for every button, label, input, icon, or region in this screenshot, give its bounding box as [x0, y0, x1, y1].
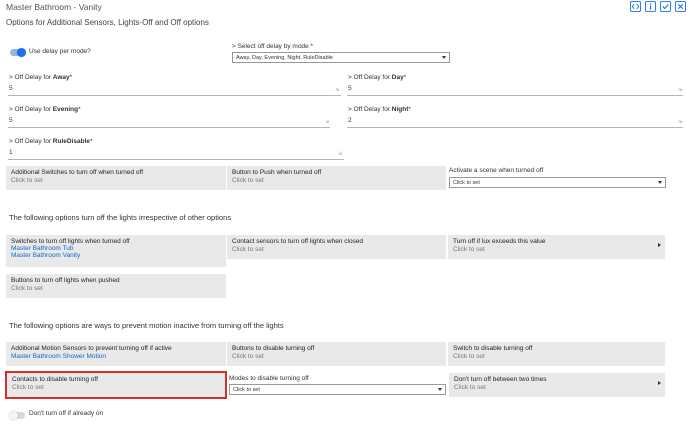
button-push-value: Click to set	[232, 177, 264, 184]
contact-sensors-value: Click to set	[232, 246, 264, 253]
resize-handle-icon[interactable]: ⇲	[678, 119, 683, 125]
contacts-disable-title: Contacts to disable turning off	[12, 376, 98, 383]
off-delay-select-label: > Select off delay by mode *	[232, 43, 313, 50]
switches-off-title: Switches to turn off lights when turned off	[11, 238, 130, 245]
delay-day-input[interactable]: 5	[348, 85, 352, 92]
scene-select[interactable]	[449, 177, 666, 188]
additional-switches-value: Click to set	[11, 177, 43, 184]
code-icon[interactable]	[629, 0, 641, 12]
off-delay-mode-select[interactable]	[232, 52, 450, 63]
resize-handle-icon[interactable]: ⇲	[678, 87, 683, 93]
button-push-button[interactable]	[227, 166, 447, 190]
buttons-pushed-title: Buttons to turn off lights when pushed	[11, 277, 120, 284]
lux-title: Turn off if lux exceeds this value	[453, 238, 546, 245]
switch-disable-title: Switch to disable turning off	[453, 345, 533, 352]
already-on-toggle[interactable]	[10, 412, 25, 419]
delay-per-mode-label: Use delay per mode?	[29, 48, 91, 55]
between-times-title: Don't turn off between two times	[454, 376, 547, 383]
buttons-disable-title: Buttons to disable turning off	[232, 345, 315, 352]
buttons-pushed-button[interactable]	[6, 274, 227, 298]
section-heading-prevent-off: The following options are ways to prevent motion inactive from turning off the lights	[9, 321, 284, 330]
contacts-disable-value: Click to set	[12, 384, 44, 391]
delay-day-label: > Off Delay for Day*	[348, 74, 407, 81]
contacts-disable-button[interactable]	[5, 371, 227, 399]
switches-off-value: Master Bathroom Vanity	[11, 252, 81, 259]
delay-per-mode-toggle[interactable]	[10, 49, 25, 56]
button-push-title: Button to Push when turned off	[232, 169, 322, 176]
between-times-button[interactable]	[449, 373, 666, 397]
switches-off-button[interactable]	[6, 235, 227, 267]
page-subtitle: Options for Additional Sensors, Lights-Off and Off options	[6, 18, 209, 27]
switches-off-value: Master Bathroom Tub	[11, 245, 74, 252]
already-on-label: Don't turn off if already on	[29, 410, 104, 417]
modes-disable-select[interactable]	[229, 384, 446, 395]
scene-value: Click to set	[453, 180, 480, 186]
chevron-down-icon	[658, 181, 662, 184]
delay-away-input[interactable]: 5	[9, 85, 13, 92]
motion-sensors-button[interactable]	[6, 342, 227, 366]
window-title: Master Bathroom - Vanity	[6, 2, 102, 12]
info-icon[interactable]	[644, 0, 656, 12]
buttons-disable-button[interactable]	[227, 342, 447, 366]
additional-switches-button[interactable]	[6, 166, 227, 190]
buttons-disable-value: Click to set	[232, 353, 264, 360]
between-times-value: Click to set	[454, 384, 486, 391]
off-delay-mode-value: Away, Day, Evening, Night, RuleDisable	[236, 55, 333, 61]
chevron-down-icon	[438, 388, 442, 391]
buttons-pushed-value: Click to set	[11, 285, 43, 292]
chevron-right-icon	[658, 381, 661, 385]
close-icon[interactable]	[674, 0, 686, 12]
check-icon[interactable]	[659, 0, 671, 12]
modes-disable-value: Click to set	[233, 387, 260, 393]
motion-sensors-title: Additional Motion Sensors to prevent turning off if active	[11, 345, 172, 352]
window-actions	[629, 0, 686, 12]
section-heading-lights-off: The following options turn off the lights irrespective of other options	[9, 213, 232, 222]
lux-button[interactable]	[448, 235, 666, 259]
chevron-down-icon	[442, 56, 446, 59]
motion-sensors-value: Master Bathroom Shower Motion	[11, 353, 107, 360]
resize-handle-icon[interactable]: ⇲	[338, 151, 343, 157]
delay-evening-input[interactable]: 5	[9, 117, 13, 124]
contact-sensors-button[interactable]	[227, 235, 447, 259]
scene-label: Activate a scene when turned off	[449, 167, 544, 174]
delay-evening-label: > Off Delay for Evening*	[9, 106, 81, 113]
resize-handle-icon[interactable]: ⇲	[335, 87, 340, 93]
chevron-right-icon	[658, 243, 661, 247]
additional-switches-title: Additional Switches to turn off when turned off	[11, 169, 144, 176]
lux-value: Click to set	[453, 246, 485, 253]
switch-disable-value: Click to set	[453, 353, 485, 360]
delay-night-label: > Off Delay for Night*	[348, 106, 411, 113]
delay-ruledisable-input[interactable]: 1	[9, 149, 13, 156]
delay-ruledisable-label: > Off Delay for RuleDisable*	[9, 138, 93, 145]
delay-away-label: > Off Delay for Away*	[9, 74, 73, 81]
switch-disable-button[interactable]	[448, 342, 666, 366]
modes-disable-label: Modes to disable turning off	[229, 375, 309, 382]
delay-night-input[interactable]: 2	[348, 117, 352, 124]
contact-sensors-title: Contact sensors to turn off lights when closed	[232, 238, 364, 245]
resize-handle-icon[interactable]: ⇲	[325, 119, 330, 125]
